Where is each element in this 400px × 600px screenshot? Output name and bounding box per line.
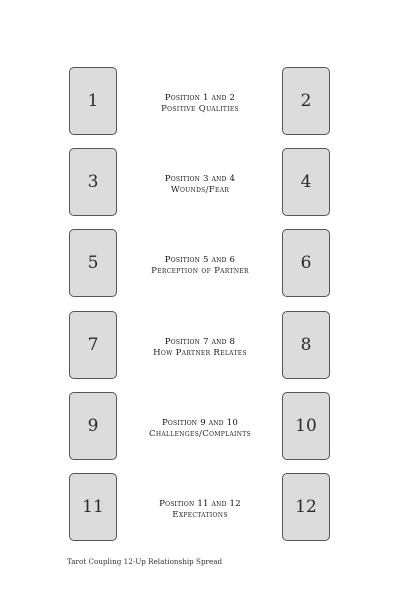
row-subtitle: Positive Qualities xyxy=(161,104,239,114)
card-position-7 xyxy=(69,311,117,379)
row-label-5 xyxy=(124,418,276,440)
card-number: 8 xyxy=(300,335,312,355)
card-position-12 xyxy=(282,473,330,541)
row-label-6 xyxy=(124,499,276,521)
row-title: Position 1 and 2 xyxy=(164,93,236,103)
card-position-10 xyxy=(282,392,330,460)
card-position-2 xyxy=(282,67,330,135)
row-subtitle: How Partner Relates xyxy=(153,348,247,358)
row-label-2 xyxy=(124,174,276,196)
card-number: 9 xyxy=(87,416,99,436)
card-position-4 xyxy=(282,148,330,216)
card-position-6 xyxy=(282,229,330,297)
card-number: 4 xyxy=(300,172,312,192)
card-number: 10 xyxy=(295,416,317,436)
card-number: 6 xyxy=(300,253,312,273)
card-number: 1 xyxy=(87,91,99,111)
row-title: Position 11 and 12 xyxy=(159,499,241,509)
row-subtitle: Wounds/Fear xyxy=(170,185,230,195)
row-subtitle: Challenges/Complaints xyxy=(149,429,251,439)
row-label-3 xyxy=(124,255,276,277)
row-subtitle: Perception of Partner xyxy=(151,266,249,276)
card-position-8 xyxy=(282,311,330,379)
row-label-4 xyxy=(124,337,276,359)
card-position-5 xyxy=(69,229,117,297)
card-number: 5 xyxy=(87,253,99,273)
card-position-1 xyxy=(69,67,117,135)
row-title: Position 3 and 4 xyxy=(164,174,236,184)
card-number: 3 xyxy=(87,172,99,192)
row-subtitle: Expectations xyxy=(172,510,228,520)
row-label-1 xyxy=(124,93,276,115)
row-title: Position 5 and 6 xyxy=(164,255,236,265)
row-title: Position 7 and 8 xyxy=(164,337,236,347)
card-position-9 xyxy=(69,392,117,460)
card-number: 2 xyxy=(300,91,312,111)
card-number: 11 xyxy=(82,497,104,517)
card-number: 7 xyxy=(87,335,99,355)
card-position-11 xyxy=(69,473,117,541)
row-title: Position 9 and 10 xyxy=(161,418,239,428)
card-position-3 xyxy=(69,148,117,216)
card-number: 12 xyxy=(295,497,317,517)
spread-caption: Tarot Coupling 12-Up Relationship Spread xyxy=(67,557,223,566)
